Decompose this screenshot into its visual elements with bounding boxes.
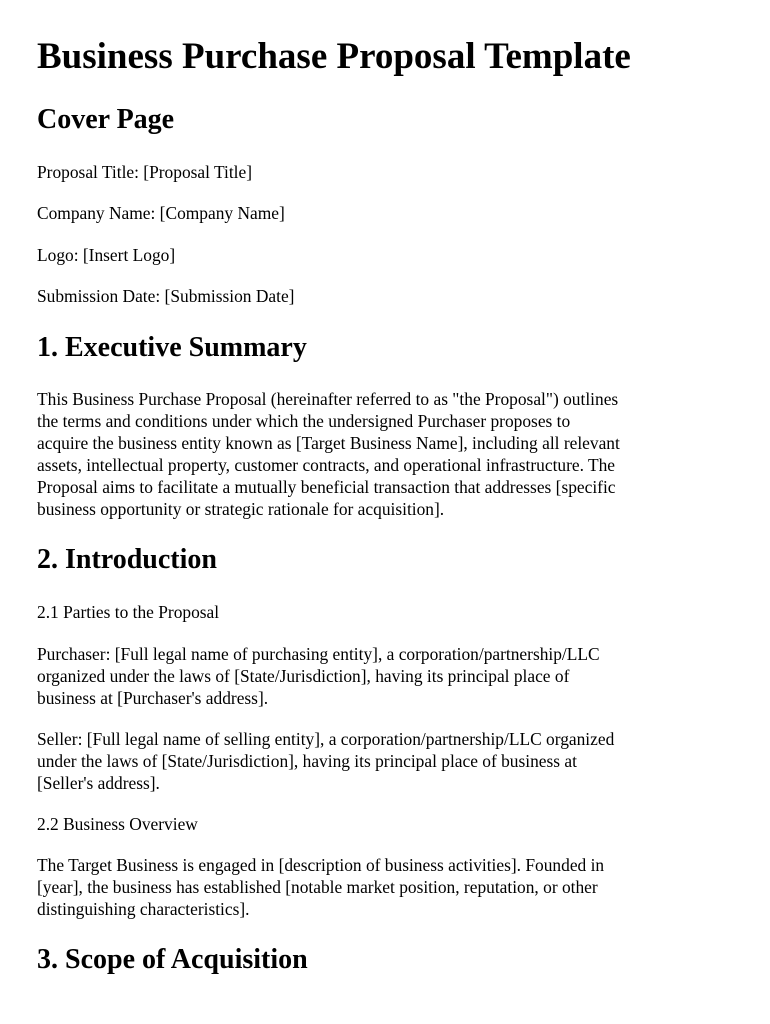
paragraph-line: [year], the business has established [notable market position, reputation, or other [37,877,598,897]
paragraph-line: acquire the business entity known as [Target Business Name], including all relevant [37,433,620,453]
company-name-field: Company Name: [Company Name] [37,203,285,223]
paragraph-line: business at [Purchaser's address]. [37,688,269,708]
executive-summary-paragraph [37,388,737,520]
paragraph-line: organized under the laws of [State/Jurisdiction], having its principal place of [37,666,570,686]
paragraph-line: assets, intellectual property, customer contracts, and operational infrastructure. The [37,455,616,475]
paragraph-line: under the laws of [State/Jurisdiction], having its principal place of business at [37,751,577,771]
paragraph-line: distinguishing characteristics]. [37,899,250,919]
seller-paragraph [37,728,737,794]
paragraph-line: This Business Purchase Proposal (hereinafter referred to as "the Proposal") outlines [37,389,619,409]
business-overview-paragraph [37,854,737,920]
introduction-heading: 2. Introduction [37,544,217,575]
submission-date-field: Submission Date: [Submission Date] [37,286,295,306]
executive-summary-heading: 1. Executive Summary [37,332,307,363]
scope-of-acquisition-heading: 3. Scope of Acquisition [37,944,308,975]
parties-subheading: 2.1 Parties to the Proposal [37,602,220,622]
paragraph-line: the terms and conditions under which the undersigned Purchaser proposes to [37,411,571,431]
paragraph-line: Proposal aims to facilitate a mutually beneficial transaction that addresses [specific [37,477,616,497]
cover-page-heading: Cover Page [37,104,175,135]
paragraph-line: business opportunity or strategic rationale for acquisition]. [37,499,445,519]
proposal-title-field: Proposal Title: [Proposal Title] [37,162,253,182]
paragraph-line: Purchaser: [Full legal name of purchasing entity], a corporation/partnership/LLC [37,644,600,664]
document-title: Business Purchase Proposal Template [37,36,631,77]
paragraph-line: The Target Business is engaged in [description of business activities]. Founded in [37,855,605,875]
business-overview-subheading: 2.2 Business Overview [37,814,198,834]
paragraph-line: [Seller's address]. [37,773,160,793]
paragraph-line: Seller: [Full legal name of selling entity], a corporation/partnership/LLC organized [37,729,615,749]
purchaser-paragraph [37,643,737,709]
logo-field: Logo: [Insert Logo] [37,245,176,265]
